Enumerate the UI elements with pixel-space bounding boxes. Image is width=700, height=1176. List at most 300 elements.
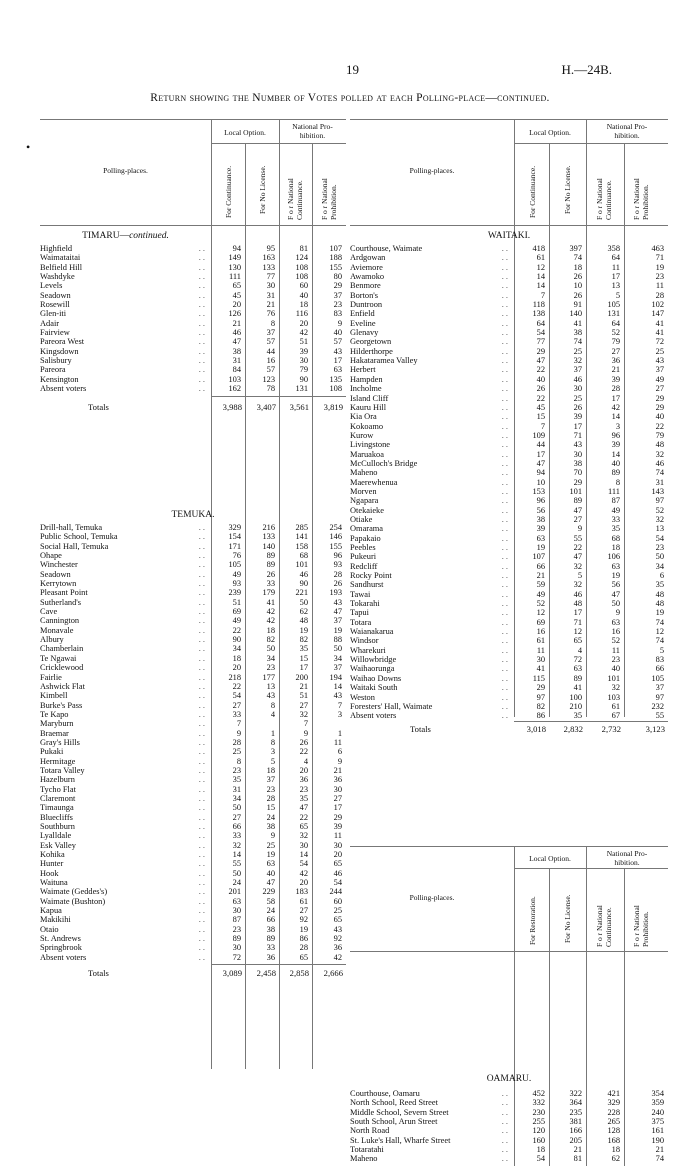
total-continuance: 3,018 [526,724,546,734]
value-continuance: 35 [232,775,241,785]
table-row [350,244,668,253]
value-continuance: 20 [232,663,241,673]
value-national-prohibition: 146 [329,532,342,542]
table-row [40,291,346,300]
table-row [350,683,668,692]
value-national-continuance: 22 [299,812,308,822]
polling-place-name: Rosewill [40,300,73,309]
polling-place-name: Totara [350,618,374,627]
polling-place-name: Kokoamo [350,422,386,431]
table-row [350,636,668,645]
value-no-license: 29 [573,477,582,487]
value-continuance: 28 [232,737,241,747]
value-no-license: 78 [266,384,275,394]
value-national-prohibition: 42 [333,952,342,962]
polling-place-name: Rocky Point [350,571,395,580]
value-national-continuance: 92 [299,915,308,925]
leader-dots: . . [501,421,508,431]
table-row [40,375,346,384]
polling-place-name: Totara Valley [40,766,88,775]
leader-dots: . . [198,803,205,813]
table-row [350,1108,668,1117]
right-header-top-rule [350,119,668,120]
leader-dots: . . [501,711,508,721]
value-continuance: 22 [232,625,241,635]
value-national-prohibition: 55 [655,711,664,721]
polling-place-name: Waimate (Bushton) [40,897,108,906]
table-row [350,599,668,608]
leader-dots: . . [198,625,205,635]
table-row [40,523,346,532]
leader-dots: . . [501,599,508,609]
value-no-license: 5 [270,756,275,766]
leader-dots: . . [501,468,508,478]
value-national-continuance: 128 [607,1126,620,1136]
polling-place-name: Cannington [40,616,82,625]
value-national-prohibition: 463 [651,244,664,253]
polling-place-name: Middle School, Severn Street [350,1108,452,1117]
table-row [40,272,346,281]
value-no-license: 177 [262,672,275,682]
value-continuance: 14 [232,850,241,860]
value-no-license: 48 [573,599,582,609]
value-no-license: 15 [266,803,275,813]
value-national-continuance: 28 [611,384,620,394]
value-national-continuance: 101 [607,673,620,683]
leader-dots: . . [501,262,508,272]
polling-place-name: Kimbell [40,691,70,700]
value-national-prohibition: 48 [655,589,664,599]
value-no-license: 91 [573,300,582,310]
leader-dots: . . [501,1089,508,1098]
polling-place-name: Highfield [40,244,75,253]
polling-place-name: Burke's Pass [40,701,85,710]
value-continuance: 7 [236,719,241,729]
polling-place-name: Seadown [40,570,74,579]
value-continuance: 23 [232,765,241,775]
value-national-continuance: 18 [611,543,620,552]
leader-dots: . . [198,281,205,291]
table-row [350,506,668,515]
value-national-continuance: 89 [611,468,620,478]
polling-place-name: Island Cliff [350,394,391,403]
leader-dots: . . [198,244,205,253]
value-national-prohibition: 47 [333,607,342,617]
value-national-prohibition: 37 [333,290,342,300]
value-national-prohibition: 232 [651,701,664,711]
value-continuance: 47 [232,337,241,347]
value-no-license: 82 [266,635,275,645]
value-national-prohibition: 23 [333,300,342,310]
leader-dots: . . [501,1135,508,1145]
value-no-license: 47 [266,878,275,888]
value-continuance: 9 [236,728,241,738]
value-national-prohibition: 11 [333,737,342,747]
table-row [40,850,346,859]
table-row [40,794,346,803]
table-row [40,869,346,878]
leader-dots: . . [198,560,205,570]
value-no-license: 205 [569,1135,582,1145]
value-continuance: 15 [536,412,545,422]
polling-place-name: Maryburn [40,719,77,728]
polling-place-name: Redcliff [350,562,380,571]
value-national-prohibition: 74 [655,636,664,646]
value-continuance: 52 [536,599,545,609]
value-no-license: 81 [573,1154,582,1164]
polling-place-name: Waitaki South [350,683,400,692]
value-continuance: 14 [536,281,545,291]
value-continuance: 50 [232,868,241,878]
value-national-prohibition: 54 [655,533,664,543]
value-continuance: 11 [536,645,545,655]
value-national-continuance: 329 [607,1098,620,1108]
polling-place-name: Tokarahi [350,599,383,608]
value-national-prohibition: 83 [655,655,664,665]
leader-dots: . . [501,290,508,300]
timaru-totals-rule [211,396,346,397]
table-row [350,272,668,281]
total-national-prohibition: 3,819 [323,402,343,412]
value-national-prohibition: 1 [337,728,342,738]
value-no-license: 229 [262,887,275,897]
polling-place-name: Timaunga [40,803,77,812]
polling-place-name: Benmore [350,281,384,290]
value-no-license: 72 [573,655,582,665]
value-no-license: 123 [262,374,275,384]
value-continuance: 93 [232,579,241,589]
leader-dots: . . [501,552,508,562]
value-national-continuance: 30 [299,356,308,366]
table-row [40,766,346,775]
value-national-continuance: 131 [607,309,620,319]
temuka-section-title: TEMUKA. [171,510,215,520]
table-row [350,534,668,543]
value-national-continuance: 61 [611,701,620,711]
leader-dots: . . [198,952,205,962]
table-row [40,337,346,346]
value-continuance: 22 [232,681,241,691]
table-row [350,478,668,487]
oamaru-header-mid-rule [514,868,668,869]
value-no-license: 26 [573,402,582,412]
value-no-license: 57 [266,365,275,375]
value-national-prohibition: 92 [333,934,342,944]
value-national-continuance: 36 [299,775,308,785]
leader-dots: . . [501,281,508,291]
value-national-prohibition: 29 [333,812,342,822]
leader-dots: . . [198,765,205,775]
value-national-continuance: 111 [608,486,620,496]
value-no-license: 140 [569,309,582,319]
value-national-continuance: 101 [295,560,308,570]
polling-place-name: Kingsdown [40,347,82,356]
value-national-continuance: 35 [611,524,620,534]
polling-place-name: Kerrytown [40,579,79,588]
for-national-continuance-header: F o r National Continuance. [595,178,613,220]
value-national-continuance: 40 [611,664,620,674]
leader-dots: . . [198,635,205,645]
value-continuance: 126 [228,309,241,319]
value-national-continuance: 19 [299,625,308,635]
polling-place-name: Waihao Downs [350,674,404,683]
polling-place-name: Salisbury [40,356,75,365]
leader-dots: . . [501,430,508,440]
value-national-prohibition: 39 [333,822,342,831]
table-row [40,775,346,784]
leader-dots: . . [501,571,508,581]
value-continuance: 255 [532,1117,545,1127]
table-row [40,532,346,541]
value-no-license: 16 [266,356,275,366]
table-row [40,953,346,962]
value-no-license: 27 [573,514,582,524]
polling-place-name: Braemar [40,729,72,738]
leader-dots: . . [198,653,205,663]
value-national-prohibition: 19 [655,262,664,272]
table-row [40,598,346,607]
value-national-continuance: 228 [607,1107,620,1117]
leader-dots: . . [501,412,508,422]
value-national-prohibition: 30 [333,784,342,794]
polling-place-name: Courthouse, Waimate [350,244,425,253]
polling-place-name: Papakaio [350,534,384,543]
leader-dots: . . [501,1154,508,1164]
value-no-license: 13 [266,681,275,691]
value-national-continuance: 51 [299,691,308,701]
polling-place-name: Kauru Hill [350,403,389,412]
polling-place-name: Hazelburn [40,775,78,784]
value-continuance: 38 [536,514,545,524]
total-national-prohibition: 2,666 [323,968,343,978]
leader-dots: . . [198,859,205,869]
leader-dots: . . [501,402,508,412]
value-no-license: 8 [270,737,275,747]
table-row [350,347,668,356]
polling-place-name: Sutherland's [40,598,84,607]
table-row [40,878,346,887]
value-national-continuance: 68 [299,551,308,561]
table-row [40,822,346,831]
value-national-prohibition: 29 [655,402,664,412]
value-continuance: 10 [536,477,545,487]
value-national-continuance: 47 [611,589,620,599]
value-national-prohibition: 23 [655,543,664,552]
leader-dots: . . [501,272,508,282]
value-continuance: 17 [536,449,545,459]
leader-dots: . . [198,579,205,589]
value-no-license: 89 [573,673,582,683]
table-row [350,646,668,655]
value-national-prohibition: 190 [651,1135,664,1145]
margin-mark: • [26,140,31,154]
value-continuance: 16 [536,627,545,637]
value-no-license: 25 [266,840,275,850]
value-national-prohibition: 28 [333,569,342,579]
polling-place-name: Maruakoa [350,450,387,459]
value-continuance: 51 [232,597,241,607]
value-national-continuance: 39 [611,440,620,450]
value-continuance: 69 [536,617,545,627]
leader-dots: . . [198,262,205,272]
value-national-prohibition: 6 [659,571,664,581]
table-row [40,757,346,766]
value-national-prohibition: 54 [333,878,342,888]
table-row [40,841,346,850]
polling-place-name: McCulloch's Bridge [350,459,420,468]
value-national-continuance: 32 [299,709,308,719]
value-national-continuance: 60 [299,281,308,291]
table-row [350,487,668,496]
value-no-license: 179 [262,588,275,598]
value-continuance: 56 [536,505,545,515]
polling-place-name: Awamoko [350,272,387,281]
table-row [350,1154,668,1163]
leader-dots: . . [198,840,205,850]
value-continuance: 29 [536,683,545,693]
table-row [40,943,346,952]
value-continuance: 49 [232,616,241,626]
value-no-license: 25 [573,346,582,356]
value-national-prohibition: 43 [333,597,342,607]
value-national-continuance: 7 [303,719,308,729]
value-national-prohibition: 11 [655,281,664,291]
value-national-prohibition: 13 [655,524,664,534]
value-national-continuance: 105 [607,300,620,310]
value-no-license: 70 [573,468,582,478]
table-row [40,654,346,663]
leader-dots: . . [501,627,508,637]
value-national-prohibition: 60 [333,896,342,906]
value-no-license: 8 [270,318,275,328]
value-no-license: 133 [262,262,275,272]
value-continuance: 149 [228,253,241,263]
temuka-totals-row [40,968,346,980]
value-no-license: 95 [266,244,275,253]
value-no-license: 40 [266,868,275,878]
value-continuance: 44 [536,440,545,450]
table-row [350,253,668,262]
table-row [350,524,668,533]
total-national-continuance: 2,858 [289,968,309,978]
value-no-license: 26 [266,569,275,579]
polling-place-name: Absent voters [40,384,89,393]
polling-place-name: Totaratahi [350,1145,387,1154]
polling-place-name: Willowbridge [350,655,399,664]
table-row [350,375,668,384]
leader-dots: . . [501,486,508,496]
polling-place-name: Claremont [40,794,78,803]
table-row [350,608,668,617]
left-header-bottom-rule [40,225,346,226]
value-no-license: 24 [266,906,275,916]
value-national-prohibition: 83 [333,309,342,319]
oamaru-header-bottom-rule [350,951,668,952]
value-continuance: 69 [232,607,241,617]
value-national-continuance: 64 [611,318,620,328]
value-no-license: 74 [573,337,582,347]
table-row [350,552,668,561]
value-national-prohibition: 14 [333,681,342,691]
value-continuance: 105 [228,560,241,570]
leader-dots: . . [198,831,205,841]
polling-place-name: Bluecliffs [40,813,76,822]
leader-dots: . . [198,737,205,747]
value-national-prohibition: 65 [333,915,342,925]
value-national-prohibition: 36 [333,775,342,785]
value-continuance: 27 [232,700,241,710]
table-row [40,813,346,822]
value-continuance: 77 [536,337,545,347]
value-national-continuance: 421 [607,1089,620,1098]
value-no-license: 41 [573,318,582,328]
value-no-license: 22 [573,543,582,552]
table-row [40,560,346,569]
value-continuance: 39 [536,524,545,534]
polling-place-name: Fairlie [40,673,65,682]
value-national-continuance: 13 [611,281,620,291]
value-no-license: 5 [577,571,582,581]
value-no-license: 38 [573,328,582,338]
polling-place-name: Gray's Hills [40,738,83,747]
table-row [40,682,346,691]
value-national-prohibition: 43 [333,346,342,356]
value-continuance: 54 [232,691,241,701]
polling-place-name: Waimataitai [40,253,83,262]
value-national-continuance: 14 [611,412,620,422]
leader-dots: . . [198,784,205,794]
value-no-license: 364 [569,1098,582,1108]
value-national-continuance: 86 [299,934,308,944]
value-national-prohibition: 79 [655,430,664,440]
table-row [40,309,346,318]
right-header-bottom-rule [350,225,668,226]
value-continuance: 30 [232,906,241,916]
value-continuance: 86 [536,711,545,721]
table-row [40,785,346,794]
leader-dots: . . [501,244,508,253]
value-national-continuance: 42 [299,328,308,338]
value-national-prohibition: 17 [333,803,342,813]
value-continuance: 31 [232,356,241,366]
polling-place-name: Cave [40,607,60,616]
value-national-continuance: 265 [607,1117,620,1127]
value-national-prohibition: 29 [333,281,342,291]
value-national-continuance: 5 [615,290,620,300]
value-continuance: 12 [536,262,545,272]
value-national-continuance: 11 [611,262,620,272]
table-row [350,1145,668,1154]
value-national-continuance: 46 [299,569,308,579]
leader-dots: . . [198,365,205,375]
polling-place-name: Aviemore [350,263,386,272]
value-no-license: 17 [573,608,582,618]
value-national-prohibition: 3 [337,709,342,719]
value-national-continuance: 168 [607,1135,620,1145]
value-continuance: 38 [232,346,241,356]
polling-place-name: Waihaorunga [350,664,397,673]
leader-dots: . . [198,616,205,626]
value-no-license: 25 [573,393,582,403]
table-row [40,356,346,365]
polling-place-name: Pukaki [40,747,66,756]
value-national-prohibition: 17 [333,356,342,366]
leader-dots: . . [198,384,205,394]
value-no-license: 12 [573,627,582,637]
value-national-continuance: 14 [611,449,620,459]
for-national-prohibition-header: F o r National Prohibition. [320,178,338,220]
value-national-prohibition: 194 [329,672,342,682]
